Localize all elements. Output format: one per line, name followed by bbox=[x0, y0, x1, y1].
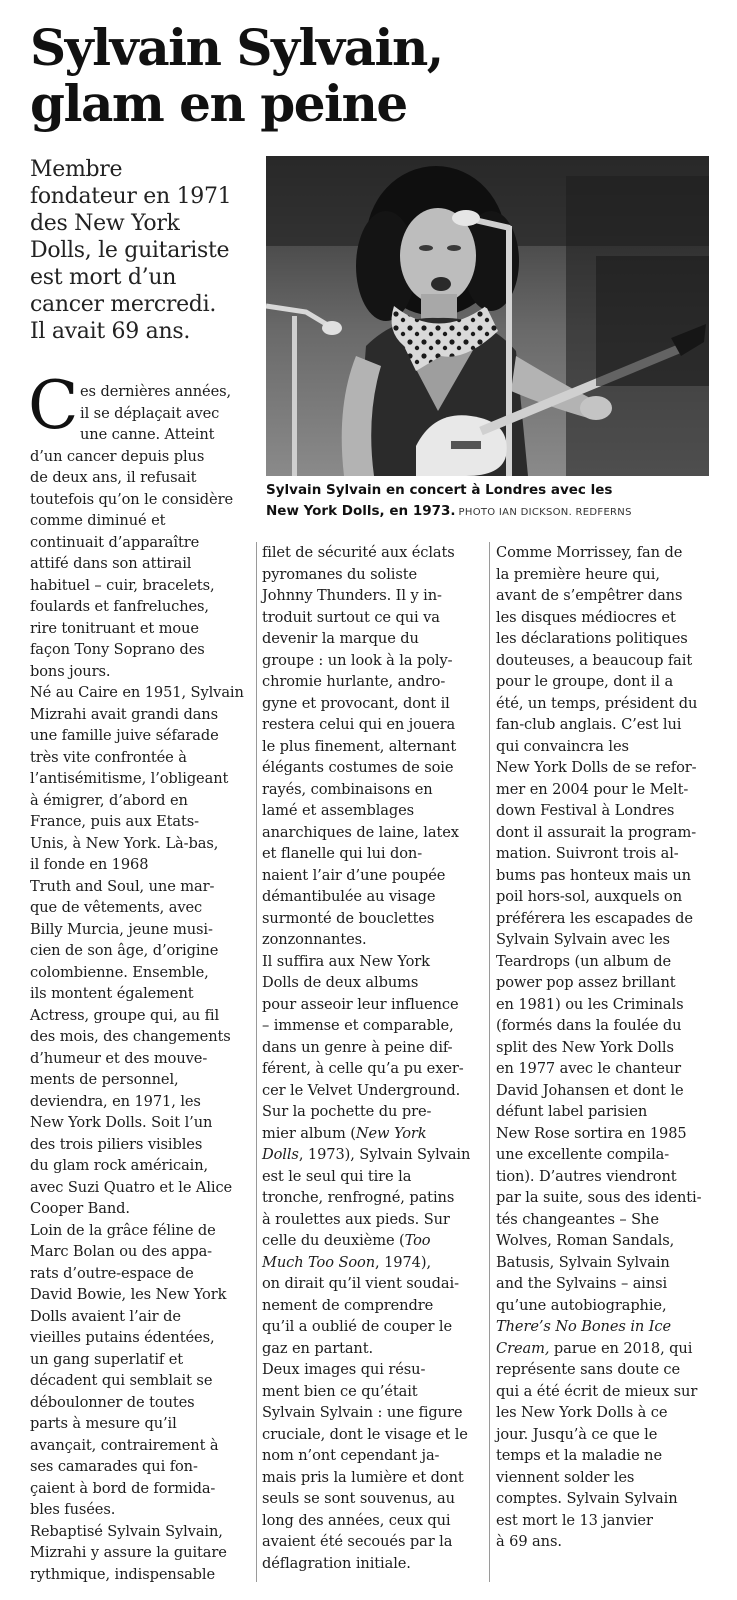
text-line: Actress, groupe qui, au fil bbox=[30, 1006, 220, 1024]
text-line: temps et la maladie ne bbox=[496, 1447, 662, 1464]
text-line: New York Dolls de se refor- bbox=[496, 759, 697, 776]
text-line: New York Dolls. Soit l’un bbox=[30, 1114, 213, 1131]
text-line: viennent solder les bbox=[496, 1468, 635, 1486]
text-run: , 1973), Sylvain Sylvain bbox=[298, 1146, 471, 1163]
text-line: on dirait qu’il vient soudai- bbox=[262, 1275, 459, 1292]
text-line: d’un cancer depuis plus bbox=[30, 447, 205, 465]
text-line: New Rose sortira en 1985 bbox=[496, 1124, 687, 1142]
text-line: power pop assez brillant bbox=[496, 974, 676, 991]
text-line: David Johansen et dont le bbox=[496, 1081, 684, 1099]
text-line bbox=[262, 1144, 484, 1166]
column-divider bbox=[489, 542, 490, 1582]
text-line: dans un genre à peine dif- bbox=[262, 1038, 453, 1056]
text-line: Mizrahi avait grandi dans bbox=[30, 705, 218, 723]
text-line: foulards et fanfreluches, bbox=[30, 598, 209, 615]
text-line: en 1981) ou les Criminals bbox=[496, 995, 684, 1013]
text-line: down Festival à Londres bbox=[496, 802, 675, 819]
standfirst-line: Il avait 69 ans. bbox=[30, 319, 191, 344]
text-line: ils montent également bbox=[30, 985, 194, 1002]
text-line: filet de sécurité aux éclats bbox=[262, 544, 455, 561]
text-line: es dernières années, bbox=[80, 383, 232, 400]
text-line: il se déplaçait avec bbox=[80, 404, 220, 422]
text-line: il fonde en 1968 bbox=[30, 856, 149, 873]
text-line: les New York Dolls à ce bbox=[496, 1404, 668, 1421]
standfirst-line: Dolls, le guitariste bbox=[30, 238, 230, 263]
photo-credit: PHOTO IAN DICKSON. REDFERNS bbox=[458, 507, 632, 518]
text-line: Deux images qui résu- bbox=[262, 1361, 426, 1378]
text-line bbox=[496, 1338, 716, 1360]
text-line: rayés, combinaisons en bbox=[262, 780, 433, 798]
text-line: déflagration initiale. bbox=[262, 1554, 411, 1572]
text-line: anarchiques de laine, latex bbox=[262, 823, 459, 841]
text-line: gaz en partant. bbox=[262, 1339, 374, 1357]
text-line: continuait d’apparaître bbox=[30, 533, 200, 551]
text-line: un gang superlatif et bbox=[30, 1350, 184, 1368]
text-line: comptes. Sylvain Sylvain bbox=[496, 1490, 678, 1507]
text-line: bons jours. bbox=[30, 662, 111, 680]
text-line: dont il assurait la program- bbox=[496, 823, 697, 841]
text-line: l’antisémitisme, l’obligeant bbox=[30, 770, 229, 787]
text-line: Sur la pochette du pre- bbox=[262, 1103, 432, 1120]
text-line: façon Tony Soprano des bbox=[30, 641, 205, 658]
text-line: est mort le 13 janvier bbox=[496, 1511, 653, 1529]
album-title: Too bbox=[404, 1232, 431, 1249]
album-title: Dolls bbox=[262, 1146, 299, 1163]
article-column-1 bbox=[28, 367, 255, 1585]
text-line: d’humeur et des mouve- bbox=[30, 1049, 208, 1067]
text-line: représente sans doute ce bbox=[496, 1361, 681, 1378]
text-line: Johnny Thunders. Il y in- bbox=[262, 587, 442, 604]
text-line: défunt label parisien bbox=[496, 1103, 648, 1120]
text-line: avec Suzi Quatro et le Alice bbox=[30, 1178, 233, 1196]
text-line: Marc Bolan ou des appa- bbox=[30, 1243, 212, 1260]
text-line: une famille juive séfarade bbox=[30, 727, 219, 744]
text-line: Loin de la grâce féline de bbox=[30, 1221, 216, 1239]
text-line bbox=[262, 1252, 484, 1274]
text-line: bles fusées. bbox=[30, 1501, 116, 1518]
text-line: déboulonner de toutes bbox=[30, 1393, 195, 1411]
text-line: tion). D’autres viendront bbox=[496, 1167, 677, 1185]
text-line: Batusis, Sylvain Sylvain bbox=[496, 1253, 670, 1271]
text-line: Cooper Band. bbox=[30, 1200, 130, 1217]
text-line: les disques médiocres et bbox=[496, 608, 676, 626]
text-line: and the Sylvains – ainsi bbox=[496, 1275, 668, 1292]
text-line: vieilles putains édentées, bbox=[30, 1329, 215, 1346]
text-line: des mois, des changements bbox=[30, 1028, 231, 1045]
text-line: préférera les escapades de bbox=[496, 909, 693, 927]
text-line: qui convaincra les bbox=[496, 737, 629, 755]
text-line bbox=[262, 1230, 484, 1252]
text-line: colombienne. Ensemble, bbox=[30, 963, 209, 981]
album-title: New York bbox=[355, 1124, 427, 1142]
text-line: décadent qui semblait se bbox=[30, 1372, 213, 1389]
text-line: deviendra, en 1971, les bbox=[30, 1092, 201, 1110]
text-line: tronche, renfrogné, patins bbox=[262, 1189, 455, 1206]
text-line: Dolls avaient l’air de bbox=[30, 1307, 181, 1325]
text-line: ment bien ce qu’était bbox=[262, 1382, 418, 1400]
text-line: la première heure qui, bbox=[496, 565, 660, 583]
caption-line-2: New York Dolls, en 1973. bbox=[266, 503, 456, 519]
standfirst bbox=[30, 156, 255, 345]
text-line: en 1977 avec le chanteur bbox=[496, 1060, 681, 1077]
standfirst-line: Membre bbox=[30, 157, 123, 182]
text-line: restera celui qui en jouera bbox=[262, 716, 456, 733]
text-line: Wolves, Roman Sandals, bbox=[496, 1232, 675, 1249]
text-line: cruciale, dont le visage et le bbox=[262, 1425, 468, 1443]
text-line: lamé et assemblages bbox=[262, 802, 415, 819]
text-line: ments de personnel, bbox=[30, 1071, 179, 1088]
text-line: qu’il a oublié de couper le bbox=[262, 1318, 453, 1335]
text-run: mier album ( bbox=[262, 1124, 356, 1142]
text-line: naient l’air d’une poupée bbox=[262, 866, 446, 884]
text-line: comme diminué et bbox=[30, 512, 166, 529]
column-divider bbox=[256, 542, 257, 1582]
text-line: Rebaptisé Sylvain Sylvain, bbox=[30, 1522, 223, 1540]
text-line: bums pas honteux mais un bbox=[496, 866, 691, 884]
standfirst-line: cancer mercredi. bbox=[30, 292, 217, 317]
text-line: cer le Velvet Underground. bbox=[262, 1081, 461, 1099]
text-line: Il suffira aux New York bbox=[262, 952, 430, 970]
book-title: There’s No Bones in Ice bbox=[496, 1318, 671, 1335]
text-run: , 1974), bbox=[375, 1253, 431, 1271]
text-line: été, un temps, président du bbox=[496, 694, 698, 712]
text-line: mation. Suivront trois al- bbox=[496, 845, 679, 862]
headline-line-2: glam en peine bbox=[30, 74, 407, 133]
text-line: Mizrahi y assure la guitare bbox=[30, 1544, 227, 1561]
text-line: troduit surtout ce qui va bbox=[262, 608, 440, 626]
text-line: surmonté de bouclettes bbox=[262, 909, 435, 927]
text-line: élégants costumes de soie bbox=[262, 759, 454, 776]
text-line: que de vêtements, avec bbox=[30, 899, 203, 916]
article-column-3 bbox=[496, 542, 716, 1553]
album-title: Much Too Soon bbox=[262, 1253, 376, 1271]
text-line: seuls se sont souvenus, au bbox=[262, 1490, 455, 1507]
text-line: – immense et comparable, bbox=[262, 1017, 454, 1034]
text-line: une excellente compila- bbox=[496, 1146, 670, 1163]
text-line: nement de comprendre bbox=[262, 1296, 434, 1314]
concert-photo-illustration bbox=[266, 156, 709, 476]
headline-line-1: Sylvain Sylvain, bbox=[30, 18, 443, 77]
text-run: celle du deuxième ( bbox=[262, 1232, 405, 1249]
text-line: le plus finement, alternant bbox=[262, 737, 457, 755]
text-line: France, puis aux Etats- bbox=[30, 813, 199, 830]
text-line: une canne. Atteint bbox=[80, 426, 215, 443]
text-line: est le seul qui tire la bbox=[262, 1167, 412, 1185]
text-line: de deux ans, il refusait bbox=[30, 469, 197, 486]
text-line: (formés dans la foulée du bbox=[496, 1017, 682, 1034]
text-line: mer en 2004 pour le Melt- bbox=[496, 780, 689, 798]
text-line: gyne et provocant, dont il bbox=[262, 694, 450, 712]
text-line: les déclarations politiques bbox=[496, 630, 688, 647]
text-line: pour asseoir leur influence bbox=[262, 995, 459, 1013]
standfirst-line: est mort d’un bbox=[30, 265, 177, 290]
text-line: très vite confrontée à bbox=[30, 748, 187, 766]
text-line: férent, à celle qu’a pu exer- bbox=[262, 1060, 464, 1077]
text-line: pyromanes du soliste bbox=[262, 565, 418, 583]
text-line: par la suite, sous des identi- bbox=[496, 1189, 702, 1206]
text-line: Billy Murcia, jeune musi- bbox=[30, 920, 213, 938]
text-line: Unis, à New York. Là-bas, bbox=[30, 834, 219, 852]
text-line: rats d’outre-espace de bbox=[30, 1264, 194, 1282]
headline bbox=[30, 20, 720, 132]
text-line: Teardrops (un album de bbox=[496, 952, 671, 970]
text-line: devenir la marque du bbox=[262, 630, 419, 647]
caption-line-1: Sylvain Sylvain en concert à Londres avec les bbox=[266, 482, 613, 498]
text-line: groupe : un look à la poly- bbox=[262, 651, 453, 669]
text-line: zonzonnantes. bbox=[262, 931, 367, 948]
text-line bbox=[496, 1316, 716, 1338]
text-line: split des New York Dolls bbox=[496, 1038, 674, 1056]
text-line: rythmique, indispensable bbox=[30, 1565, 216, 1583]
text-line: à émigrer, d’abord en bbox=[30, 791, 188, 809]
text-line: parts à mesure qu’il bbox=[30, 1415, 177, 1432]
standfirst-line: fondateur en 1971 bbox=[30, 184, 232, 209]
text-line: qu’une autobiographie, bbox=[496, 1296, 667, 1314]
text-line: toutefois qu’on le considère bbox=[30, 490, 233, 508]
text-line: fan-club anglais. C’est lui bbox=[496, 716, 682, 733]
text-line: démantibulée au visage bbox=[262, 888, 436, 905]
text-line: attifé dans son attirail bbox=[30, 555, 192, 572]
text-line: poil hors-sol, auxquels on bbox=[496, 888, 682, 905]
standfirst-line: des New York bbox=[30, 211, 180, 236]
text-line: à roulettes aux pieds. Sur bbox=[262, 1210, 450, 1228]
text-line: cien de son âge, d’origine bbox=[30, 942, 219, 959]
drop-cap: C bbox=[28, 367, 79, 444]
text-line: habituel – cuir, bracelets, bbox=[30, 576, 215, 594]
photo-caption bbox=[266, 480, 716, 523]
text-line: Comme Morrissey, fan de bbox=[496, 544, 683, 561]
text-line: tés changeantes – She bbox=[496, 1210, 659, 1228]
text-line: Sylvain Sylvain avec les bbox=[496, 931, 670, 948]
text-line: çaient à bord de formida- bbox=[30, 1479, 216, 1497]
text-line: chromie hurlante, andro- bbox=[262, 673, 446, 690]
text-line: Né au Caire en 1951, Sylvain bbox=[30, 684, 244, 701]
text-line: avançait, contrairement à bbox=[30, 1436, 219, 1454]
text-run: parue en 2018, qui bbox=[549, 1339, 693, 1357]
text-line: et flanelle qui lui don- bbox=[262, 845, 423, 862]
text-line: douteuses, a beaucoup fait bbox=[496, 651, 693, 669]
article-column-2 bbox=[262, 542, 484, 1574]
text-line: Dolls de deux albums bbox=[262, 974, 419, 991]
text-line: qui a été écrit de mieux sur bbox=[496, 1382, 698, 1400]
text-line: long des années, ceux qui bbox=[262, 1511, 451, 1529]
text-line: mais pris la lumière et dont bbox=[262, 1468, 464, 1486]
text-line: Truth and Soul, une mar- bbox=[30, 877, 215, 895]
text-line bbox=[262, 1123, 484, 1145]
text-line: du glam rock américain, bbox=[30, 1157, 209, 1174]
text-line: ses camarades qui fon- bbox=[30, 1458, 198, 1475]
text-line: jour. Jusqu’à ce que le bbox=[496, 1425, 658, 1443]
concert-photo bbox=[266, 156, 709, 476]
text-line: Sylvain Sylvain : une figure bbox=[262, 1404, 463, 1421]
text-line: à 69 ans. bbox=[496, 1533, 562, 1550]
text-line: pour le groupe, dont il a bbox=[496, 673, 674, 690]
text-line: nom n’ont cependant ja- bbox=[262, 1447, 440, 1464]
text-line: David Bowie, les New York bbox=[30, 1286, 227, 1303]
text-line: avant de s’empêtrer dans bbox=[496, 587, 683, 604]
book-title: Cream, bbox=[496, 1339, 550, 1357]
text-line: avaient été secoués par la bbox=[262, 1533, 453, 1550]
text-line: rire tonitruant et moue bbox=[30, 619, 199, 637]
text-line: des trois piliers visibles bbox=[30, 1135, 203, 1153]
